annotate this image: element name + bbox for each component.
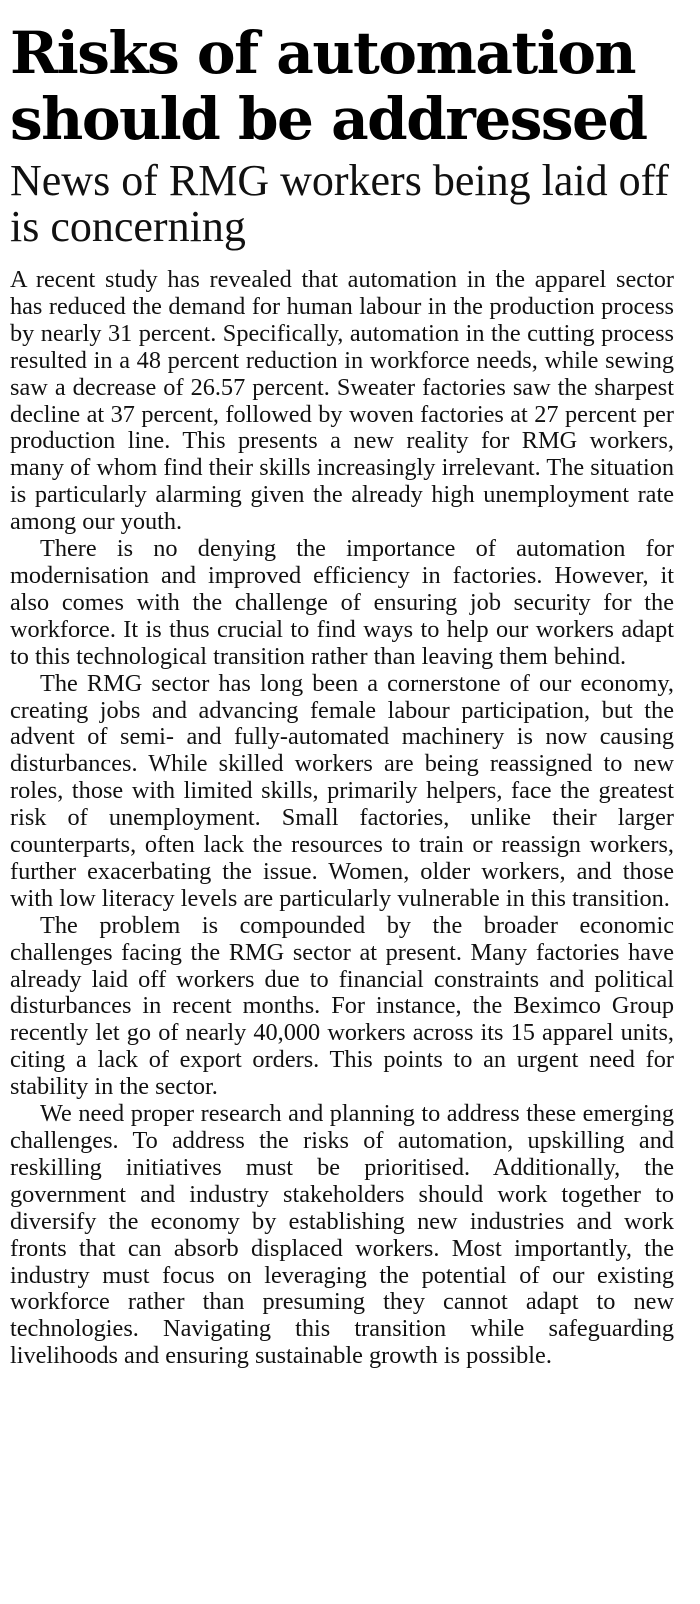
paragraph-3: The RMG sector has long been a cornerstone of our economy, creating jobs and advancing female labour participation, but the advent of semi- and fully-automated machinery is now causing disturbances. While skilled workers are being reassigned to new roles, those with limited skills, primarily helpers, face the greatest risk of unemployment. Small factories, unlike their larger counterparts, often lack the resources to train or reassign workers, further exacerbating the issue. Women, older workers, and those with low literacy levels are particularly vulnerable in this transition. — [10, 669, 674, 912]
headline: Risks of automation should be addressed — [10, 19, 647, 153]
editorial-article — [10, 20, 674, 1370]
paragraph-1: A recent study has revealed that automation in the apparel sector has reduced the demand for human labour in the production process by nearly 31 percent. Specifically, automation in the cutting process resulted in a 48 percent reduction in workforce needs, while sewing saw a decrease of 26.57 percent. Sweater factories saw the sharpest decline at 37 percent, followed by woven factories at 27 percent per production line. This presents a new reality for RMG workers, many of whom find their skills increasingly irrelevant. The situation is particularly alarming given the already high unemployment rate among our youth. — [10, 266, 674, 536]
article-body — [10, 267, 674, 1370]
paragraph-2: There is no denying the importance of automation for modernisation and improved efficiency in factories. However, it also comes with the challenge of ensuring job security for the workforce. It is thus crucial to find ways to help our workers adapt to this technological transition rather than leaving them behind. — [10, 535, 674, 670]
paragraph-4: The problem is compounded by the broader economic challenges facing the RMG sector at present. Many factories have already laid off workers due to financial constraints and political disturbances in recent months. For instance, the Beximco Group recently let go of nearly 40,000 workers across its 15 apparel units, citing a lack of export orders. This points to an urgent need for stability in the sector. — [10, 911, 674, 1101]
subheadline: News of RMG workers being laid off is concerning — [10, 156, 670, 251]
paragraph-5: We need proper research and planning to address these emerging challenges. To address the risks of automation, upskilling and reskilling initiatives must be prioritised. Additionally, the government and industry stakeholders should work together to diversify the economy by establishing new industries and work fronts that can absorb displaced workers. Most importantly, the industry must focus on leveraging the potential of our existing workforce rather than presuming they cannot adapt to new technologies. Navigating this transition while safeguarding livelihoods and ensuring sustainable growth is possible. — [10, 1100, 674, 1370]
